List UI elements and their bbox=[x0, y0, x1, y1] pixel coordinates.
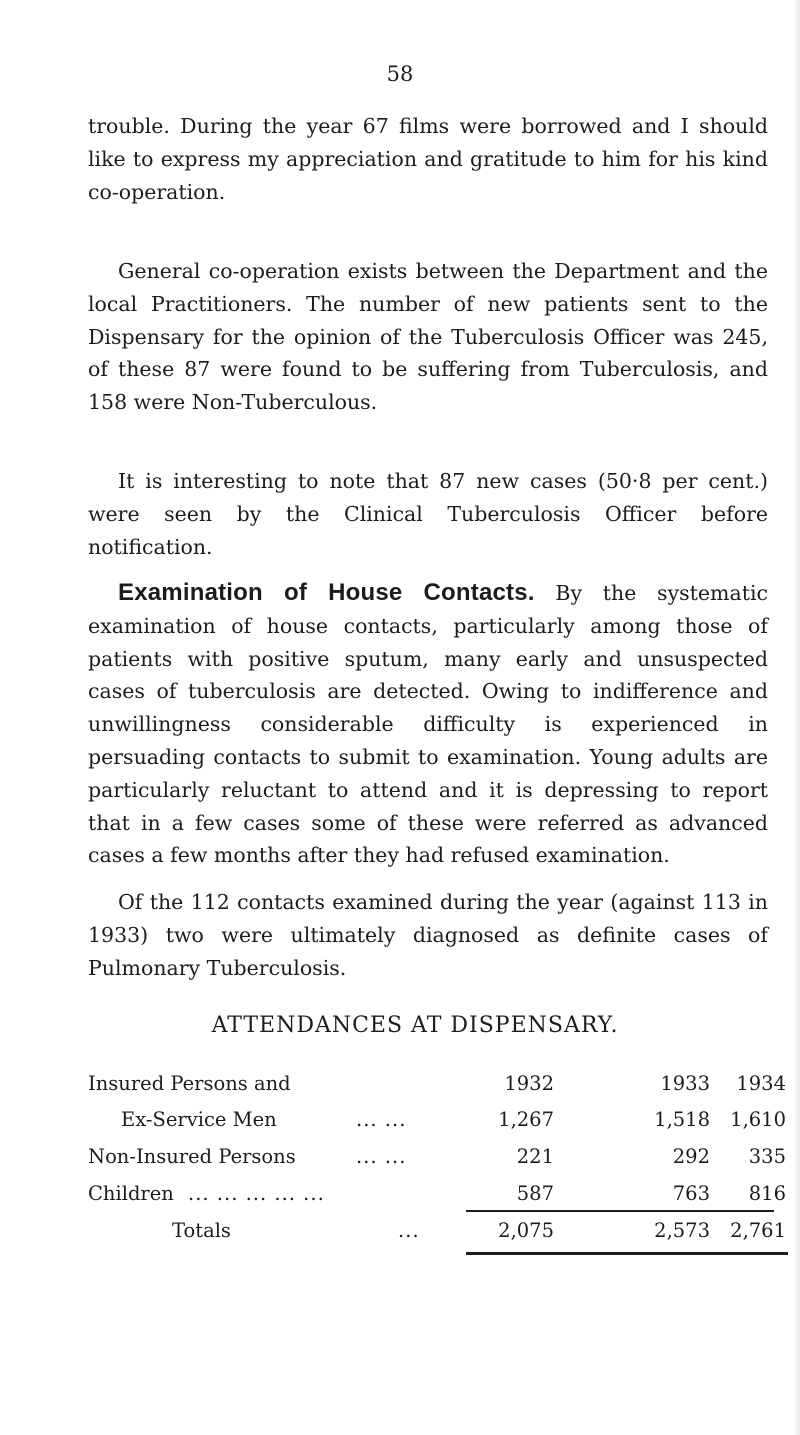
page-number: 58 bbox=[386, 62, 414, 86]
page-edge-shadow bbox=[793, 0, 800, 1435]
totals-row bbox=[88, 1219, 788, 1247]
cell-1932: 1,267 bbox=[498, 1108, 554, 1131]
paragraph-cooperation: General co-operation exists between the Department and the local Practitioners. The number of new patients sent to the Dispensary for the opinion of the Tuberculosis Officer was 245, of these 87 were found to be suffering from Tuberculosis, and 158 were Non-Tuberculous. bbox=[88, 259, 768, 415]
cell-1933: 292 bbox=[672, 1145, 710, 1168]
cell-1934: 816 bbox=[748, 1182, 786, 1205]
totals-top-rule bbox=[466, 1210, 774, 1212]
leader-dots: ... ... bbox=[356, 1145, 407, 1168]
cell-1933: 1,518 bbox=[654, 1108, 710, 1131]
table-row bbox=[88, 1182, 788, 1210]
table-row bbox=[88, 1108, 788, 1136]
cell-1934: 335 bbox=[748, 1145, 786, 1168]
paragraph-films-borrowed: trouble. During the year 67 films were borrowed and I should like to express my appreciation and gratitude to him for his kind co-operation. bbox=[88, 114, 768, 204]
paragraph-contacts-examined: Of the 112 contacts examined during the year (against 113 in 1933) two were ultimately diagnosed as definite cases of Pulmonary Tuberculosis. bbox=[88, 890, 768, 980]
table-header-row bbox=[88, 1072, 788, 1100]
row-label-totals: Totals bbox=[172, 1219, 231, 1242]
cell-1932: 587 bbox=[516, 1182, 554, 1205]
row-label-children: Children bbox=[88, 1182, 174, 1205]
cell-1933: 763 bbox=[672, 1182, 710, 1205]
table-row bbox=[88, 1145, 788, 1173]
total-1934: 2,761 bbox=[730, 1219, 786, 1242]
header-label: Insured Persons and bbox=[88, 1072, 291, 1095]
table-title: ATTENDANCES AT DISPENSARY. bbox=[211, 1013, 619, 1038]
row-label-ex-service-men: Ex-Service Men bbox=[121, 1108, 277, 1131]
house-contacts-body: By the systematic examination of house contacts, particularly among those of patients with positive sputum, many early and unsuspected cases of tuberculosis are detected. Owing to indifference and unwillingness considerable difficulty is experienced in persuading contacts to submit to examination. Young adults are particularly reluctant to attend and it is depressing to report that in a few cases some of these were referred as advanced cases a few months after they had refused examination. bbox=[88, 581, 768, 868]
total-1932: 2,075 bbox=[498, 1219, 554, 1242]
year-header-1934: 1934 bbox=[736, 1072, 786, 1095]
leader-dots: ... ... ... ... ... bbox=[188, 1182, 325, 1205]
leader-dots: ... ... bbox=[356, 1108, 407, 1131]
total-1933: 2,573 bbox=[654, 1219, 710, 1242]
section-heading-house-contacts: Examination of House Contacts. bbox=[118, 579, 535, 606]
row-label-non-insured-persons: Non-Insured Persons bbox=[88, 1145, 296, 1168]
paragraph-house-contacts bbox=[88, 577, 768, 872]
paragraph-new-cases: It is interesting to note that 87 new cases (50·8 per cent.) were seen by the Clinical Tuberculosis Officer before notification. bbox=[88, 469, 768, 559]
cell-1932: 221 bbox=[516, 1145, 554, 1168]
leader-dots: ... bbox=[398, 1219, 420, 1242]
cell-1934: 1,610 bbox=[730, 1108, 786, 1131]
attendances-table bbox=[88, 1072, 788, 1372]
year-header-1933: 1933 bbox=[660, 1072, 710, 1095]
totals-bottom-rule bbox=[466, 1252, 788, 1255]
year-header-1932: 1932 bbox=[504, 1072, 554, 1095]
